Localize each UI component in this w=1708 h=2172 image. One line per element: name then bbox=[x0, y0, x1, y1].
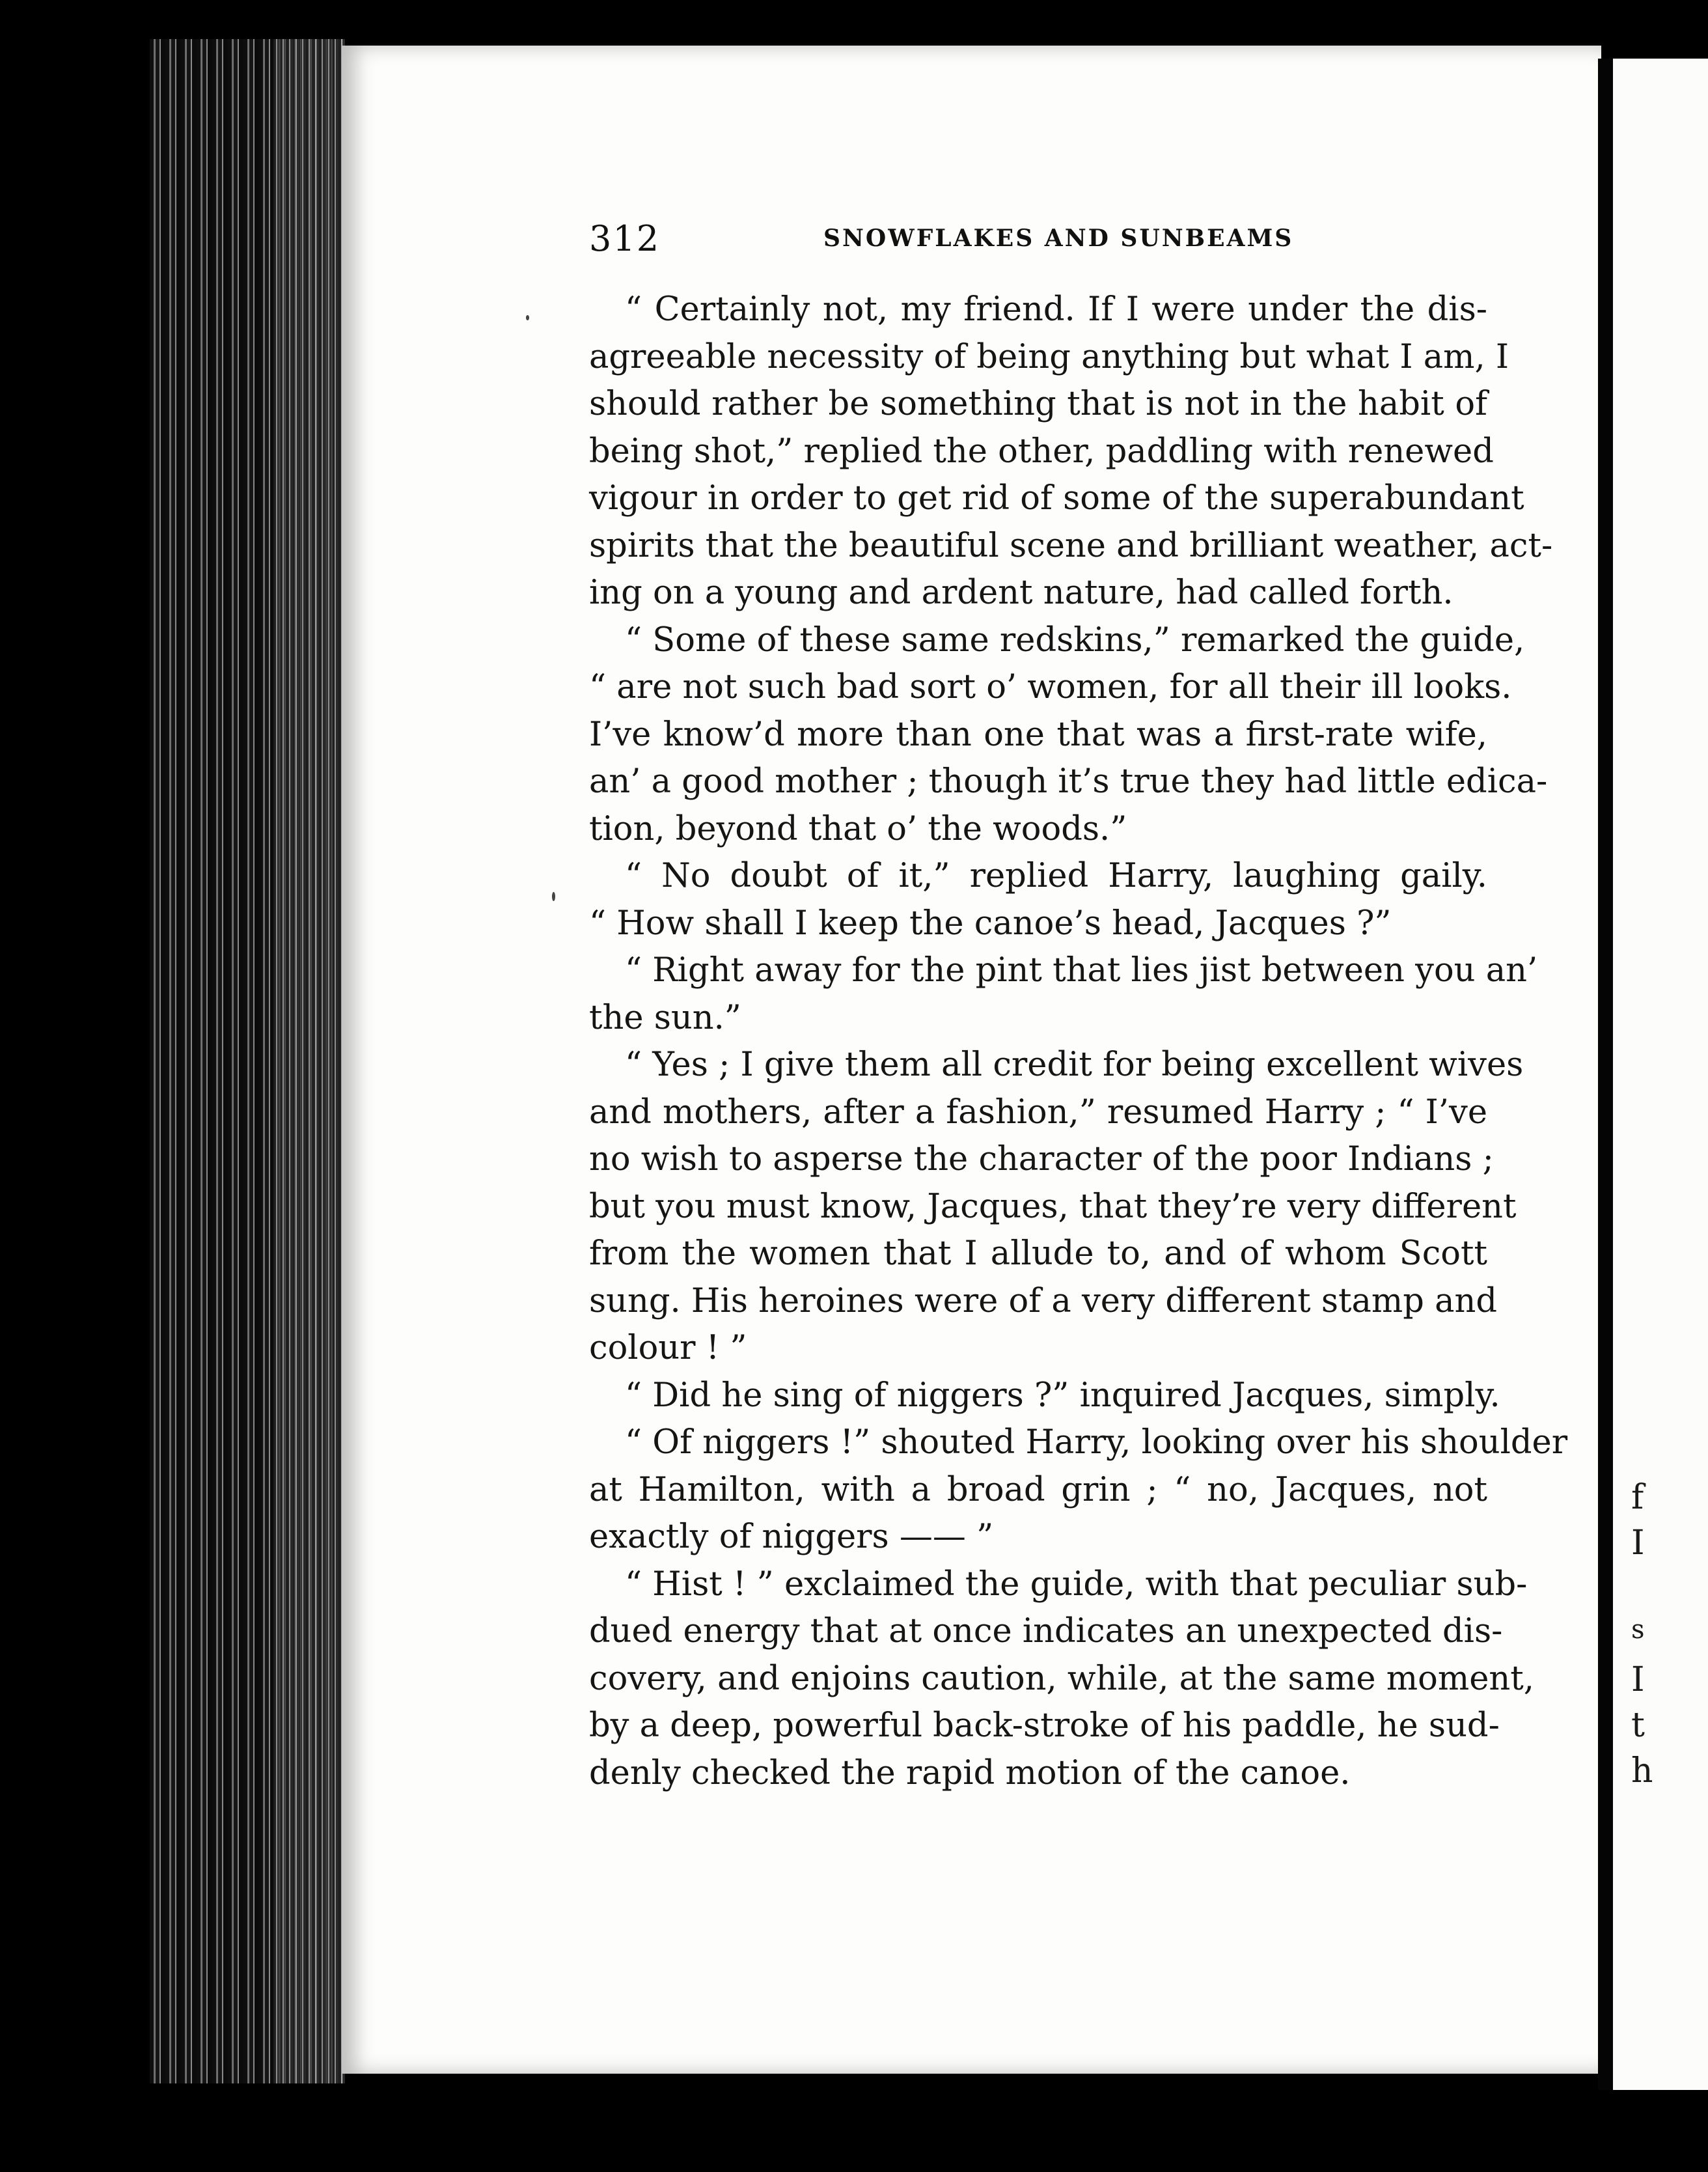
text-line: “ Hist ! ” exclaimed the guide, with that peculiar sub- bbox=[625, 1565, 1528, 1604]
facing-page-fragment: h bbox=[1631, 1751, 1653, 1790]
text-line: “ Yes ; I give them all credit for being excellent wives bbox=[625, 1046, 1524, 1084]
text-line: and mothers, after a fashion,” resumed Harry ; “ I’ve bbox=[589, 1093, 1487, 1132]
text-line: from the women that I allude to, and of whom Scott bbox=[589, 1234, 1487, 1273]
text-line: at Hamilton, with a broad grin ; “ no, Jacques, not bbox=[589, 1470, 1487, 1509]
facing-page bbox=[1613, 59, 1708, 2090]
body-text bbox=[589, 286, 1568, 1797]
text-line: denly checked the rapid motion of the canoe. bbox=[589, 1753, 1351, 1792]
text-line: “ are not such bad sort o’ women, for all their ill looks. bbox=[589, 668, 1512, 706]
text-line: “ How shall I keep the canoe’s head, Jacques ?” bbox=[589, 904, 1392, 943]
text-line: “ Certainly not, my friend. If I were under the dis- bbox=[625, 290, 1487, 329]
text-line: covery, and enjoins caution, while, at the same moment, bbox=[589, 1659, 1534, 1698]
text-line: an’ a good mother ; though it’s true they had little edica- bbox=[589, 762, 1548, 801]
text-line: dued energy that at once indicates an unexpected dis- bbox=[589, 1612, 1503, 1650]
text-line: sung. His heroines were of a very different stamp and bbox=[589, 1281, 1498, 1320]
text-line: spirits that the beautiful scene and brilliant weather, act- bbox=[589, 526, 1553, 565]
text-line: no wish to asperse the character of the poor Indians ; bbox=[589, 1140, 1494, 1178]
book-page-edges-inner bbox=[273, 39, 345, 2083]
text-line: colour ! ” bbox=[589, 1329, 747, 1367]
text-line: vigour in order to get rid of some of the superabundant bbox=[589, 479, 1524, 518]
facing-page-fragment: I bbox=[1631, 1524, 1645, 1563]
facing-page-fragment: t bbox=[1631, 1706, 1645, 1745]
text-line: ing on a young and ardent nature, had called forth. bbox=[589, 574, 1453, 612]
facing-page-fragment: I bbox=[1631, 1660, 1645, 1699]
text-line: exactly of niggers —— ” bbox=[589, 1518, 994, 1556]
text-line: I’ve know’d more than one that was a first-rate wife, bbox=[589, 715, 1487, 754]
margin-speck bbox=[526, 315, 529, 320]
text-line: tion, beyond that o’ the woods.” bbox=[589, 809, 1127, 848]
text-line: “ Right away for the pint that lies jist between you an’ bbox=[625, 951, 1538, 990]
text-line: “ Of niggers !” shouted Harry, looking over his shoulder bbox=[625, 1423, 1568, 1462]
text-line: but you must know, Jacques, that they’re very different bbox=[589, 1187, 1517, 1226]
text-line: being shot,” replied the other, paddling with renewed bbox=[589, 432, 1494, 471]
text-line: “ No doubt of it,” replied Harry, laughing gaily. bbox=[625, 857, 1487, 895]
book-gutter bbox=[1598, 59, 1614, 2090]
margin-speck bbox=[552, 892, 555, 901]
facing-page-fragment: f bbox=[1631, 1478, 1644, 1517]
page-number: 312 bbox=[589, 218, 661, 259]
running-head: SNOWFLAKES AND SUNBEAMS bbox=[823, 225, 1294, 252]
page-header bbox=[589, 218, 1487, 264]
text-line: the sun.” bbox=[589, 998, 741, 1037]
text-line: agreeable necessity of being anything but what I am, I bbox=[589, 337, 1509, 376]
text-line: by a deep, powerful back-stroke of his paddle, he sud- bbox=[589, 1706, 1500, 1745]
text-line: “ Some of these same redskins,” remarked the guide, bbox=[625, 620, 1525, 660]
text-line: “ Did he sing of niggers ?” inquired Jacques, simply. bbox=[625, 1376, 1500, 1415]
facing-page-fragment: s bbox=[1631, 1615, 1645, 1645]
text-line: should rather be something that is not in the habit of bbox=[589, 385, 1487, 423]
